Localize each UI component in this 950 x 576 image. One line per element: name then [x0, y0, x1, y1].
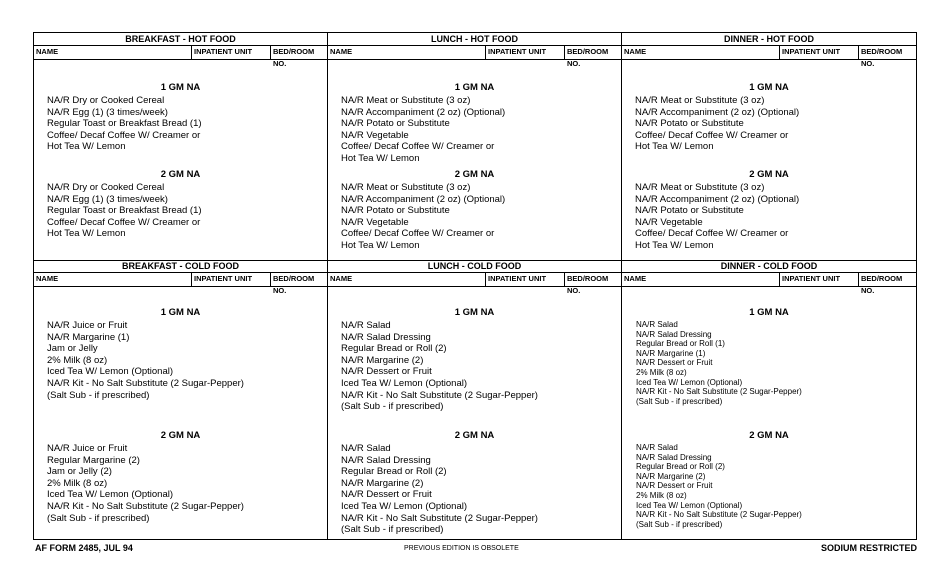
menu-item: Regular Bread or Roll (2) [341, 343, 447, 355]
menu-item: NA/R Egg (1) (3 times/week) [47, 106, 168, 118]
gm-label: 2 GM NA [454, 430, 495, 441]
gm-label: 1 GM NA [749, 307, 789, 318]
menu-item: Hot Tea W/ Lemon [635, 141, 714, 153]
menu-item: Coffee/ Decaf Coffee W/ Creamer or [341, 141, 495, 153]
menu-item: Iced Tea W/ Lemon (Optional) [47, 489, 174, 501]
gm-label: 2 GM NA [749, 430, 789, 441]
breakfast-column [34, 33, 328, 539]
menu-item: NA/R Kit - No Salt Substitute (2 Sugar-Pepper) [47, 500, 244, 512]
menu-item: Iced Tea W/ Lemon (Optional) [636, 377, 743, 387]
dinner-hot-section [622, 33, 916, 261]
menu-item: Coffee/ Decaf Coffee W/ Creamer or [635, 129, 789, 141]
menu-item: NA/R Kit - No Salt Substitute (2 Sugar-Pepper) [47, 377, 244, 389]
bed-room-header: BED/ROOM NO. [858, 273, 916, 286]
menu-item: NA/R Meat or Substitute (3 oz) [635, 182, 765, 193]
dinner-column [622, 33, 916, 539]
menu-item: Regular Toast or Breakfast Bread (1) [47, 118, 202, 130]
menu-item: NA/R Egg (1) (3 times/week) [47, 193, 168, 205]
bed-room-header: BED/ROOM NO. [858, 46, 916, 59]
menu-item: Hot Tea W/ Lemon [47, 141, 126, 153]
menu-item: NA/R Margarine (1) [636, 348, 706, 358]
menu-item: Coffee/ Decaf Coffee W/ Creamer or [635, 228, 789, 240]
name-header: NAME [330, 47, 353, 56]
gm1-block [622, 306, 916, 406]
menu-item: NA/R Kit - No Salt Substitute (2 Sugar-Pepper) [341, 512, 538, 524]
menu-item: NA/R Dessert or Fruit [341, 489, 432, 501]
section-title: BREAKFAST - COLD FOOD [34, 260, 327, 273]
menu-item: Hot Tea W/ Lemon [635, 239, 714, 251]
breakfast-hot-section [34, 33, 327, 261]
menu-item: Regular Bread or Roll (2) [636, 462, 725, 472]
inpatient-unit-header: INPATIENT UNIT [779, 273, 858, 286]
menu-item: NA/R Vegetable [341, 129, 409, 141]
menu-item: 2% Milk (8 oz) [636, 490, 687, 500]
menu-item: Regular Bread or Roll (1) [636, 339, 725, 349]
menu-item: NA/R Salad [636, 443, 678, 452]
menu-item: NA/R Accompaniment (2 oz) (Optional) [635, 106, 800, 118]
menu-item: Iced Tea W/ Lemon (Optional) [341, 377, 468, 389]
inpatient-unit-header: INPATIENT UNIT [191, 273, 270, 286]
menu-item: NA/R Accompaniment (2 oz) (Optional) [635, 193, 800, 205]
name-header: NAME [624, 47, 647, 56]
item-list [328, 320, 621, 413]
menu-item: NA/R Kit - No Salt Substitute (2 Sugar-Pepper) [341, 389, 538, 401]
menu-item: NA/R Juice or Fruit [47, 443, 128, 454]
gm-label: 2 GM NA [160, 169, 201, 180]
gm-label: 2 GM NA [454, 169, 495, 180]
item-list [622, 182, 916, 252]
name-header: NAME [330, 274, 353, 283]
menu-item: NA/R Salad [341, 443, 391, 454]
inpatient-unit-header: INPATIENT UNIT [779, 46, 858, 59]
diet-type: SODIUM RESTRICTED [820, 543, 917, 553]
menu-item: Coffee/ Decaf Coffee W/ Creamer or [341, 228, 495, 240]
gm-label: 2 GM NA [749, 169, 789, 180]
gm2-block [328, 168, 621, 252]
section-title: DINNER - HOT FOOD [622, 33, 916, 46]
menu-item: NA/R Dry or Cooked Cereal [47, 182, 165, 193]
menu-item: NA/R Salad Dressing [341, 331, 431, 343]
menu-item: NA/R Salad Dressing [636, 452, 712, 462]
column-header-row [328, 46, 621, 68]
edition-note: PREVIOUS EDITION IS OBSOLETE [404, 545, 519, 552]
gm1-block [34, 81, 327, 153]
menu-item: NA/R Dessert or Fruit [636, 358, 713, 368]
menu-item: Iced Tea W/ Lemon (Optional) [636, 500, 743, 510]
column-header-row [622, 273, 916, 295]
menu-item: NA/R Salad Dressing [636, 329, 712, 339]
item-list [622, 320, 916, 406]
name-header: NAME [624, 274, 647, 283]
item-list [34, 95, 327, 153]
section-title: LUNCH - HOT FOOD [328, 33, 621, 46]
menu-item: 2% Milk (8 oz) [636, 367, 687, 377]
menu-item: (Salt Sub - if prescribed) [636, 519, 723, 529]
lunch-cold-section [328, 260, 621, 539]
menu-item: NA/R Accompaniment (2 oz) (Optional) [341, 106, 506, 118]
column-header-row [328, 273, 621, 295]
menu-item: NA/R Dry or Cooked Cereal [47, 95, 165, 106]
menu-item: NA/R Margarine (2) [341, 354, 424, 366]
menu-item: Hot Tea W/ Lemon [47, 228, 126, 240]
section-title: DINNER - COLD FOOD [622, 260, 916, 273]
menu-item: Jam or Jelly [47, 343, 98, 355]
gm2-block [622, 168, 916, 252]
lunch-hot-section [328, 33, 621, 261]
item-list [34, 320, 327, 401]
item-list [622, 443, 916, 529]
menu-item: NA/R Vegetable [635, 216, 703, 228]
gm-label: 2 GM NA [160, 430, 201, 441]
menu-item: NA/R Juice or Fruit [47, 320, 128, 331]
section-title: LUNCH - COLD FOOD [328, 260, 621, 273]
menu-item: (Salt Sub - if prescribed) [636, 396, 723, 406]
gm1-block [328, 81, 621, 165]
item-list [328, 95, 621, 165]
column-header-row [34, 46, 327, 68]
menu-item: Hot Tea W/ Lemon [341, 239, 420, 251]
menu-item: Hot Tea W/ Lemon [341, 152, 420, 164]
menu-item: NA/R Salad [636, 320, 678, 329]
menu-item: NA/R Margarine (1) [47, 331, 130, 343]
menu-item: NA/R Potato or Substitute [341, 118, 450, 130]
column-header-row [622, 46, 916, 68]
name-header: NAME [36, 47, 59, 56]
menu-item: NA/R Kit - No Salt Substitute (2 Sugar-Pepper) [636, 387, 802, 397]
gm2-block [34, 429, 327, 524]
menu-item: Iced Tea W/ Lemon (Optional) [47, 366, 174, 378]
name-header: NAME [36, 274, 59, 283]
gm-label: 1 GM NA [160, 307, 201, 318]
item-list [34, 182, 327, 240]
menu-item: NA/R Kit - No Salt Substitute (2 Sugar-Pepper) [636, 510, 802, 520]
meal-form [33, 32, 917, 540]
gm-label: 1 GM NA [160, 82, 201, 93]
menu-item: NA/R Salad [341, 320, 391, 331]
gm-label: 1 GM NA [749, 82, 789, 93]
menu-item: NA/R Salad Dressing [341, 454, 431, 466]
menu-item: Regular Margarine (2) [47, 454, 140, 466]
menu-item: NA/R Meat or Substitute (3 oz) [341, 95, 471, 106]
gm2-block [328, 429, 621, 536]
bed-room-header: BED/ROOM NO. [270, 46, 327, 59]
inpatient-unit-header: INPATIENT UNIT [191, 46, 270, 59]
menu-item: NA/R Meat or Substitute (3 oz) [341, 182, 471, 193]
inpatient-unit-header: INPATIENT UNIT [485, 273, 564, 286]
bed-room-header: BED/ROOM NO. [270, 273, 327, 286]
gm-label: 1 GM NA [454, 307, 495, 318]
menu-item: NA/R Accompaniment (2 oz) (Optional) [341, 193, 506, 205]
menu-item: (Salt Sub - if prescribed) [341, 524, 444, 536]
bed-room-header: BED/ROOM NO. [564, 46, 621, 59]
menu-item: Iced Tea W/ Lemon (Optional) [341, 500, 468, 512]
section-title: BREAKFAST - HOT FOOD [34, 33, 327, 46]
gm1-block [622, 81, 916, 153]
menu-item: NA/R Potato or Substitute [635, 118, 744, 130]
gm2-block [34, 168, 327, 240]
menu-item: Regular Toast or Breakfast Bread (1) [47, 205, 202, 217]
item-list [328, 182, 621, 252]
menu-item: NA/R Margarine (2) [636, 471, 706, 481]
menu-item: Coffee/ Decaf Coffee W/ Creamer or [47, 216, 201, 228]
menu-item: (Salt Sub - if prescribed) [47, 389, 150, 401]
gm1-block [328, 306, 621, 413]
menu-item: (Salt Sub - if prescribed) [47, 512, 150, 524]
lunch-column [328, 33, 622, 539]
menu-item: NA/R Meat or Substitute (3 oz) [635, 95, 765, 106]
column-header-row [34, 273, 327, 295]
menu-item: Regular Bread or Roll (2) [341, 466, 447, 478]
menu-item: NA/R Potato or Substitute [635, 205, 744, 217]
gm2-block [622, 429, 916, 529]
menu-item: NA/R Potato or Substitute [341, 205, 450, 217]
breakfast-cold-section [34, 260, 327, 539]
menu-item: NA/R Vegetable [341, 216, 409, 228]
menu-item: 2% Milk (8 oz) [47, 354, 108, 366]
gm-label: 1 GM NA [454, 82, 495, 93]
form-id: AF FORM 2485, JUL 94 [35, 543, 133, 553]
menu-item: NA/R Dessert or Fruit [636, 481, 713, 491]
menu-item: Jam or Jelly (2) [47, 466, 112, 478]
item-list [622, 95, 916, 153]
menu-item: NA/R Margarine (2) [341, 477, 424, 489]
menu-item: (Salt Sub - if prescribed) [341, 401, 444, 413]
menu-item: Coffee/ Decaf Coffee W/ Creamer or [47, 129, 201, 141]
menu-item: 2% Milk (8 oz) [47, 477, 108, 489]
dinner-cold-section [622, 260, 916, 539]
item-list [328, 443, 621, 536]
menu-item: NA/R Dessert or Fruit [341, 366, 432, 378]
gm1-block [34, 306, 327, 401]
bed-room-header: BED/ROOM NO. [564, 273, 621, 286]
inpatient-unit-header: INPATIENT UNIT [485, 46, 564, 59]
item-list [34, 443, 327, 524]
